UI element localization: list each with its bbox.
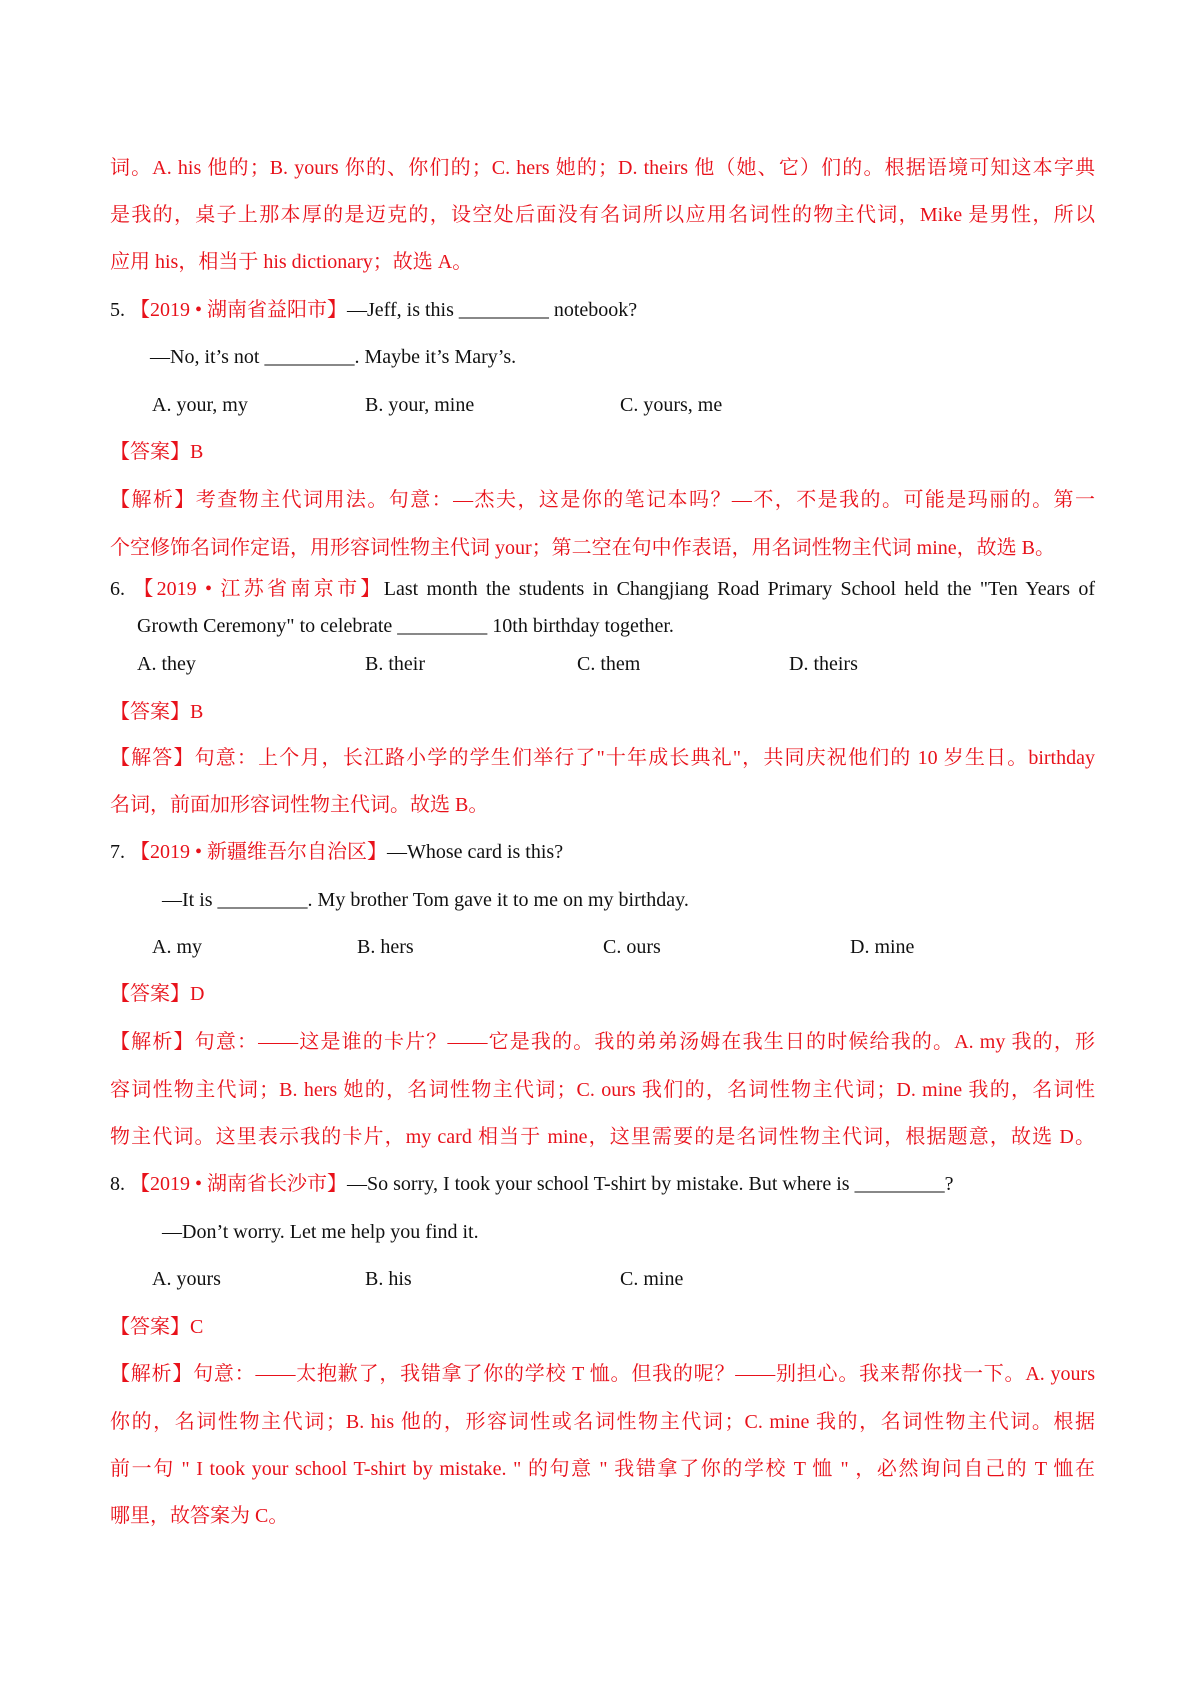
analysis-6-line-2: 名词，前面加形容词性物主代词。故选 B。 — [110, 794, 489, 816]
answer-label: 【答案】 — [110, 701, 190, 723]
question-source: 【2019 • 新疆维吾尔自治区】 — [130, 841, 388, 863]
analysis-label: 【解析】 — [110, 1031, 195, 1053]
question-source: 【2019 • 湖南省益阳市】 — [130, 299, 348, 321]
analysis-7-line-1 — [110, 1030, 1095, 1054]
question-source: 【2019 • 江苏省南京市】 — [133, 578, 384, 600]
question-6-stem-line-2: Growth Ceremony" to celebrate _________ 10th birthday together. — [137, 615, 674, 637]
question-8-reply: —Don’t worry. Let me help you find it. — [162, 1221, 479, 1243]
analysis-8-line-1 — [110, 1362, 1095, 1386]
option-c: C. yours, me — [620, 394, 723, 416]
answer-value: D — [190, 983, 205, 1005]
answer-label: 【答案】 — [110, 983, 190, 1005]
answer-5 — [110, 440, 203, 464]
analysis-5-line-1 — [110, 488, 1095, 512]
analysis-label: 【解析】 — [110, 1363, 194, 1385]
carry-over-line-2: 是我的，桌子上那本厚的是迈克的，设空处后面没有名词所以应用名词性的物主代词，Mike 是男性，所以 — [110, 204, 1095, 226]
question-7-reply: —It is _________. My brother Tom gave it to me on my birthday. — [162, 889, 689, 911]
analysis-text: 句意：——太抱歉了，我错拿了你的学校 T 恤。但我的呢？——别担心。我来帮你找一下。A. yours — [193, 1363, 1096, 1385]
option-b: B. your, mine — [365, 394, 475, 416]
analysis-6-line-1 — [110, 746, 1095, 770]
question-number: 6. — [110, 578, 125, 600]
question-8 — [110, 1172, 953, 1196]
answer-label: 【答案】 — [110, 441, 190, 463]
question-source: 【2019 • 湖南省长沙市】 — [130, 1173, 348, 1195]
analysis-text: 考查物主代词用法。句意：—杰夫，这是你的笔记本吗？—不，不是我的。可能是玛丽的。第一 — [195, 489, 1096, 511]
answer-label: 【答案】 — [110, 1316, 190, 1338]
answer-6 — [110, 700, 203, 724]
analysis-8-line-2: 你的，名词性物主代词；B. his 他的，形容词性或名词性物主代词；C. mine 我的，名词性物主代词。根据 — [110, 1411, 1095, 1433]
analysis-label: 【解答】 — [110, 747, 195, 769]
option-b: B. hers — [357, 936, 414, 958]
answer-value: B — [190, 441, 204, 463]
option-c: C. mine — [620, 1268, 684, 1290]
option-a: A. my — [152, 936, 202, 958]
analysis-8-line-4: 哪里，故答案为 C。 — [110, 1505, 289, 1527]
option-b: B. his — [365, 1268, 412, 1290]
option-c: C. ours — [603, 936, 661, 958]
analysis-text: 句意：——这是谁的卡片？——它是我的。我的弟弟汤姆在我生日的时候给我的。A. my 我的，形 — [194, 1031, 1096, 1053]
carry-over-line-1: 词。A. his 他的；B. yours 你的、你们的；C. hers 她的；D. theirs 他（她、它）们的。根据语境可知这本字典 — [110, 157, 1095, 179]
question-number: 5. — [110, 299, 125, 321]
option-d: D. mine — [850, 936, 915, 958]
analysis-8-line-3: 前一句 " I took your school T-shirt by mistake. " 的句意 " 我错拿了你的学校 T 恤 " ，必然询问自己的 T 恤在 — [110, 1458, 1095, 1480]
question-6 — [110, 577, 1095, 601]
option-d: D. theirs — [789, 653, 858, 675]
question-5-reply: —No, it’s not _________. Maybe it’s Mary’s. — [150, 346, 517, 368]
answer-value: B — [190, 701, 204, 723]
question-stem: Last month the students in Changjiang Road Primary School held the "Ten Years of — [383, 578, 1095, 600]
question-7 — [110, 840, 563, 864]
option-c: C. them — [577, 653, 641, 675]
question-stem: —Jeff, is this _________ notebook? — [347, 299, 638, 321]
question-number: 8. — [110, 1173, 125, 1195]
analysis-5-line-2: 个空修饰名词作定语，用形容词性物主代词 your；第二空在句中作表语，用名词性物主代词 mine，故选 B。 — [110, 537, 1055, 559]
analysis-text: 句意：上个月，长江路小学的学生们举行了"十年成长典礼"，共同庆祝他们的 10 岁生日。birthday — [194, 747, 1095, 769]
analysis-7-line-2: 容词性物主代词；B. hers 她的，名词性物主代词；C. ours 我们的，名词性物主代词；D. mine 我的，名词性 — [110, 1079, 1095, 1101]
analysis-7-line-3: 物主代词。这里表示我的卡片，my card 相当于 mine，这里需要的是名词性物主代词，根据题意，故选 D。 — [110, 1126, 1095, 1148]
answer-value: C — [190, 1316, 204, 1338]
question-number: 7. — [110, 841, 125, 863]
option-a: A. they — [137, 653, 196, 675]
option-a: A. yours — [152, 1268, 221, 1290]
carry-over-line-3: 应用 his，相当于 his dictionary；故选 A。 — [110, 251, 473, 273]
answer-7 — [110, 982, 204, 1006]
analysis-label: 【解析】 — [110, 489, 196, 511]
option-a: A. your, my — [152, 394, 248, 416]
answer-8 — [110, 1315, 203, 1339]
question-stem: —Whose card is this? — [387, 841, 564, 863]
question-stem: —So sorry, I took your school T-shirt by mistake. But where is _________? — [347, 1173, 954, 1195]
option-b: B. their — [365, 653, 425, 675]
question-5 — [110, 298, 637, 322]
